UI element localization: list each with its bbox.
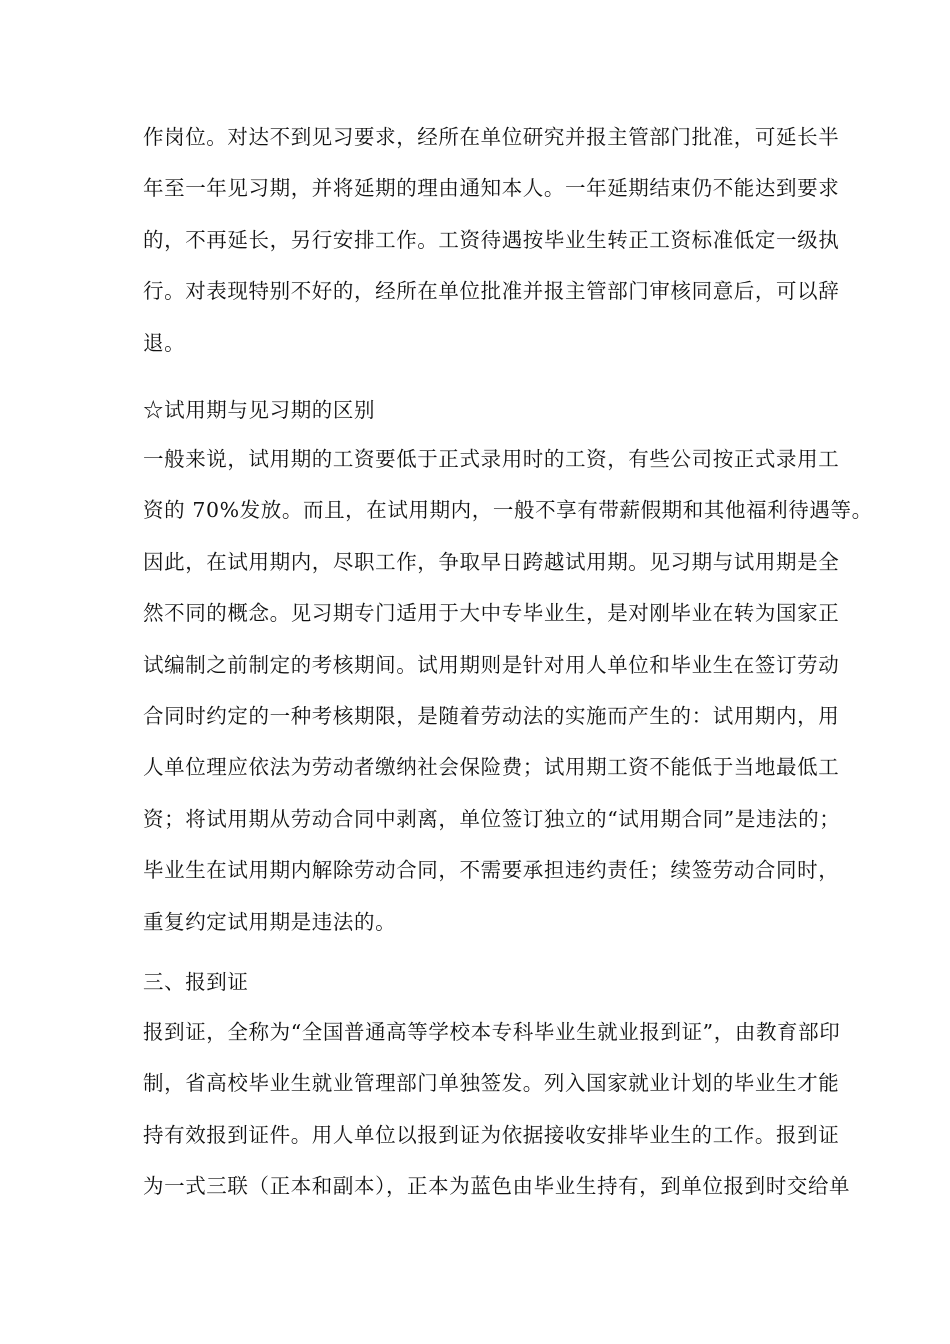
section-heading-trial-vs-internship: ☆试用期与见习期的区别: [143, 398, 376, 422]
text-line: 试编制之前制定的考核期间。试用期则是针对用人单位和毕业生在签订劳动: [143, 652, 840, 677]
text-line: 持有效报到证件。用人单位以报到证为依据接收安排毕业生的工作。报到证: [143, 1122, 840, 1147]
text-line: 资的 70%发放。而且，在试用期内，一般不享有带薪假期和其他福利待遇等。: [143, 498, 873, 523]
text-line: 然不同的概念。见习期专门适用于大中专毕业生，是对刚毕业在转为国家正: [143, 601, 840, 626]
section-heading-report-certificate: 三、报到证: [143, 970, 249, 994]
text-line: 毕业生在试用期内解除劳动合同，不需要承担违约责任；续签劳动合同时，: [143, 858, 840, 883]
text-line: 报到证，全称为“全国普通高等学校本专科毕业生就业报到证”，由教育部印: [143, 1020, 841, 1044]
text-line: 为一式三联（正本和副本），正本为蓝色由毕业生持有，到单位报到时交给单: [143, 1174, 851, 1199]
text-line: 的，不再延长，另行安排工作。工资待遇按毕业生转正工资标准低定一级执: [143, 227, 840, 252]
paragraph-probation-extension: [143, 112, 840, 369]
text-line: 重复约定试用期是违法的。: [143, 909, 397, 934]
text-line: 退。: [143, 330, 186, 355]
text-line: 一般来说，试用期的工资要低于正式录用时的工资，有些公司按正式录用工: [143, 447, 840, 471]
text-line: 制，省高校毕业生就业管理部门单独签发。列入国家就业计划的毕业生才能: [143, 1071, 840, 1096]
text-line: 因此，在试用期内，尽职工作，争取早日跨越试用期。见习期与试用期是全: [143, 549, 840, 574]
text-line: 合同时约定的一种考核期限，是随着劳动法的实施而产生的：试用期内，用: [143, 704, 840, 729]
text-line: 作岗位。对达不到见习要求，经所在单位研究并报主管部门批准，可延长半: [143, 125, 840, 149]
paragraph-report-certificate: [143, 1007, 851, 1213]
text-line: 年至一年见习期，并将延期的理由通知本人。一年延期结束仍不能达到要求: [143, 176, 840, 201]
text-line: 人单位理应依法为劳动者缴纳社会保险费；试用期工资不能低于当地最低工: [143, 755, 840, 780]
paragraph-trial-vs-internship: [143, 434, 873, 948]
text-line: 行。对表现特别不好的，经所在单位批准并报主管部门审核同意后，可以辞: [143, 279, 840, 304]
text-line: 资；将试用期从劳动合同中剥离，单位签订独立的“试用期合同”是违法的；: [143, 806, 841, 831]
